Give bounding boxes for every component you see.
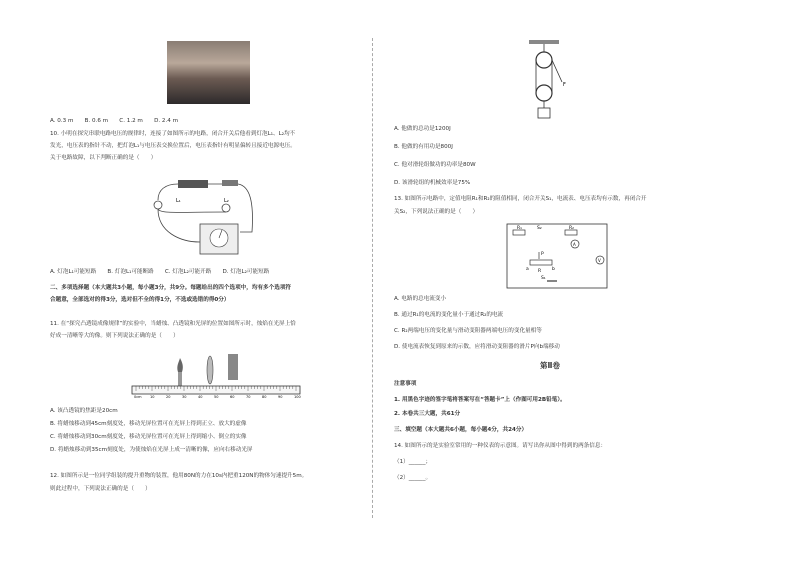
ruler-tick-label: 10 [150, 395, 155, 399]
svg-text:S₂: S₂ [537, 226, 542, 231]
fixed-pulley [536, 52, 552, 68]
svg-text:R: R [538, 269, 542, 274]
battery [178, 180, 208, 188]
section3-title: 三、填空题（本大题共6小题，每小题4分，共24分） [394, 427, 528, 433]
q11-option-b: B. 将蜡烛移动到45cm刻度处，移动光屏位置可在光屏上得到正立、放大的虚像 [50, 421, 247, 427]
q14-answer-1: （1）______； [394, 459, 432, 465]
bulb-l1 [154, 201, 162, 209]
label-l2: L₂ [224, 198, 229, 204]
pulley-figure [525, 40, 575, 120]
q13-option-a: A. 电路的总电流变小 [394, 296, 447, 302]
q10-line2: 发光，电压表的指针不动，把灯泡L₁与电压表交换位置后，电压表指针有明显偏转且接近电源电压。 [50, 143, 296, 149]
force-label: F [563, 82, 566, 88]
svg-text:P: P [541, 252, 544, 257]
q10-line3: 关于电路故障，以下判断正确的是（ ） [50, 155, 157, 161]
q12-option-c: C. 他对滑轮组做功的功率是80W [394, 162, 476, 168]
ruler-tick-label: 70 [246, 395, 251, 399]
svg-text:R₁: R₁ [517, 226, 522, 231]
q12-line2: 则此过程中，下列说法正确的是（ ） [50, 486, 151, 492]
q14-text: 14. 如图所示的是实验室常用的一种仪表的示意图。请写出你从图中得到的两条信息： [394, 443, 607, 449]
q13-option-b: B. 通过R₁的电流的变化量小于通过R₂的电流 [394, 312, 504, 318]
candle [178, 372, 182, 386]
column-divider [372, 38, 373, 518]
part2-title: 第Ⅱ卷 [540, 361, 560, 370]
q11-line1: 11. 在“探究凸透镜成像规律”的实验中，当蜡烛、凸透镜和光屏的位置如图所示时，烛焰在光屏上恰 [50, 321, 296, 327]
movable-pulley [536, 85, 552, 101]
ceiling [529, 40, 559, 44]
q13-option-c: C. R₂两端电压的变化量与滑动变阻器两端电压的变化量相等 [394, 328, 542, 334]
svg-text:b: b [552, 267, 555, 272]
ruler-tick-label: 60 [230, 395, 235, 399]
rheostat [530, 260, 552, 265]
series-circuit-figure [150, 172, 260, 262]
q12-option-b: B. 他做的有用功是800J [394, 144, 453, 150]
svg-text:V: V [598, 258, 601, 263]
q12-line1: 12. 如图所示是一位同学组装的提升重物的装置，他用80N的力在10s内把重120N的物体匀速提升5m。 [50, 473, 308, 479]
optical-bench-figure [130, 350, 305, 400]
q11-option-c: C. 将蜡烛移动到30cm刻度处，移动光屏位置可在光屏上得到缩小、倒立的实像 [50, 434, 247, 440]
ruler-tick-label: 50 [214, 395, 219, 399]
ruler-tick-label: 40 [198, 395, 203, 399]
light-screen [228, 354, 238, 380]
ruler-tick-label: 20 [166, 395, 171, 399]
q13-line1: 13. 如图所示电路中，定值电阻R₁和R₂的阻值相同，闭合开关S₁，电流表、电压表均有示数，再闭合开 [394, 196, 647, 202]
svg-text:a: a [526, 267, 529, 272]
q11-line2: 好成一清晰等大的像。则下列说法正确的是（ ） [50, 333, 179, 339]
section2-line2: 合题意，全部选对的得3分，选对但不全的得1分，不选或选错的得0分） [50, 297, 230, 303]
q14-answer-2: （2）______。 [394, 475, 432, 481]
label-l1: L₁ [176, 198, 181, 204]
q13-option-d: D. 使电流表恢复到原来的示数，应将滑动变阻器的滑片P向b端移动 [394, 344, 560, 350]
convex-lens [207, 356, 213, 384]
q9-options: A. 0.3 m B. 0.6 m C. 1.2 m D. 2.4 m [50, 118, 179, 124]
q12-option-d: D. 该滑轮组的机械效率是75% [394, 180, 471, 186]
ruler-tick-label: 80 [262, 395, 267, 399]
svg-text:A: A [573, 242, 576, 247]
notice-2: 2. 本卷共三大题，共61分 [394, 411, 461, 417]
ruler-tick-label: 30 [182, 395, 187, 399]
bulb-l2 [222, 204, 230, 212]
notice-1: 1. 用黑色字迹的签字笔将答案写在“答题卡”上（作图可用2B铅笔）。 [394, 397, 566, 403]
switch [222, 180, 238, 186]
photo-figure [167, 41, 250, 104]
ruler-tick-label: 100 [294, 395, 301, 399]
section2-line1: 二、多项选择题（本大题共3小题，每小题3分，共9分。每题给出的四个选项中，均有多个选项符 [50, 285, 292, 291]
parallel-circuit-figure [505, 222, 615, 292]
ruler-tick-label: 90 [278, 395, 283, 399]
ruler-tick-label: 0cm [134, 395, 142, 399]
q10-line1: 10. 小明在探究串联电路电压的规律时，连接了如图所示的电路，闭合开关后他看到灯泡L₁、L₂均不 [50, 131, 296, 137]
q11-option-a: A. 该凸透镜的焦距是20cm [50, 408, 118, 414]
weight-block [538, 108, 550, 118]
q13-line2: 关S₂，下列说法正确的是（ ） [394, 209, 479, 215]
q10-options: A. 灯泡L₁可能短路 B. 灯泡L₁可能断路 C. 灯泡L₂可能开路 D. 灯泡L₂可能短路 [50, 269, 270, 275]
candle-flame [177, 358, 183, 372]
notice-title: 注意事项 [394, 381, 417, 387]
svg-text:R₂: R₂ [569, 226, 574, 231]
svg-text:S₁: S₁ [541, 276, 546, 281]
q12-option-a: A. 他做的总功是1200J [394, 126, 451, 132]
q11-option-d: D. 将蜡烛移动到35cm刻度处，为使烛焰在光屏上成一清晰的像，应向右移动光屏 [50, 447, 253, 453]
